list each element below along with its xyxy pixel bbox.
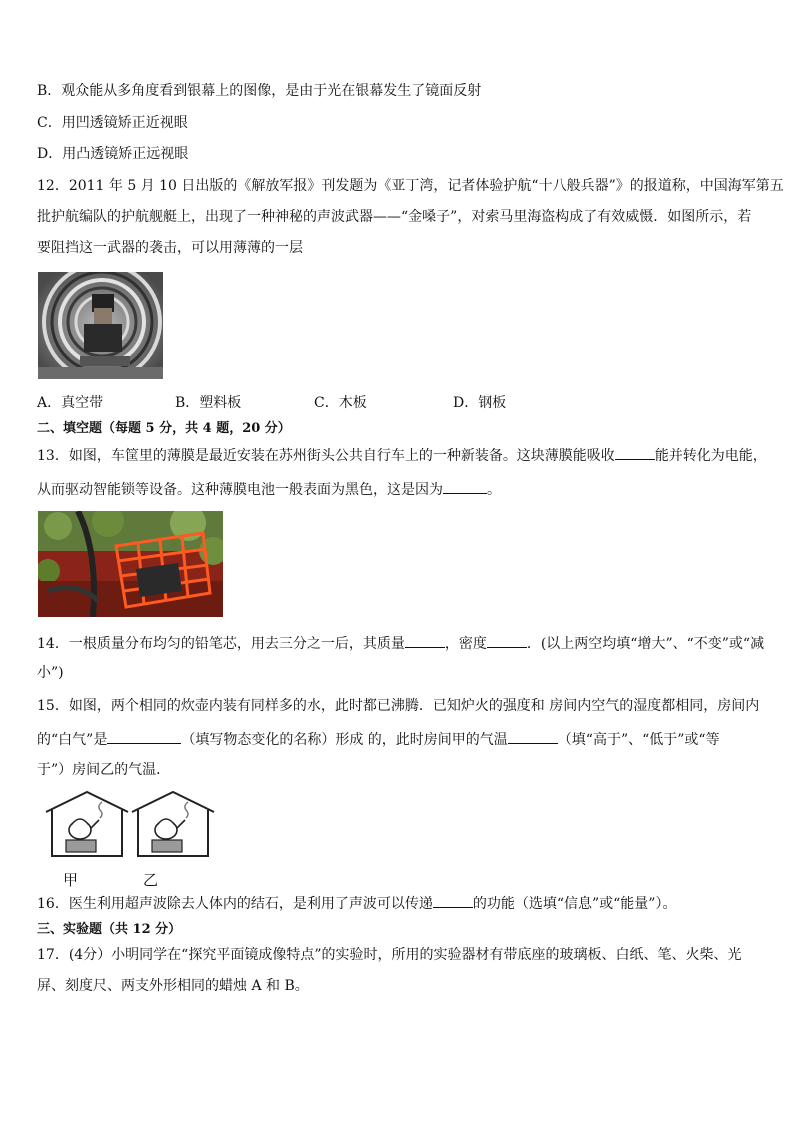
section-experiment-heading: 三、实验题（共 12 分）: [37, 922, 182, 937]
q11-option-b: B．观众能从多角度看到银幕上的图像，是由于光在银幕发生了镜面反射: [37, 83, 482, 99]
q15-text-line3: 于”）房间乙的气温．: [37, 762, 171, 778]
q13-text-part2: 能并转化为电能，: [654, 448, 767, 464]
q13-blank-1[interactable]: [615, 445, 655, 460]
q15-blank-2[interactable]: [508, 729, 558, 744]
q13-text-line1: [37, 445, 767, 466]
q15-blank-1[interactable]: [107, 729, 181, 744]
q15-text-line1: 15．如图，两个相同的炊壶内装有同样多的水，此时都已沸腾．已知炉火的强度和 房间内空气的湿度都相同，房间内: [37, 698, 760, 714]
two-rooms-kettle-diagram: [42, 790, 220, 860]
q13-text-part1: 13．如图，车筐里的薄膜是最近安装在苏州街头公共自行车上的一种新装备。这块薄膜能吸收: [37, 448, 615, 464]
q14-text-line1: [37, 633, 764, 654]
room-yi-label: 乙: [143, 871, 159, 889]
q14-text-part1: 14．一根质量分布均匀的铅笔芯，用去三分之一后，其质量: [37, 636, 405, 652]
q12-option-d: D．钢板: [453, 395, 507, 411]
q16-text-part1: 16．医生利用超声波除去人体内的结石，是利用了声波可以传递: [37, 896, 433, 912]
q14-blank-1[interactable]: [405, 633, 445, 648]
section-fill-in-heading: 二、填空题（每题 5 分，共 4 题，20 分）: [37, 421, 291, 436]
q12-text-line3: 要阻挡这一武器的袭击，可以用薄薄的一层: [37, 240, 303, 256]
q14-blank-2[interactable]: [487, 633, 527, 648]
q17-text-line1: 17．(4分）小明同学在“探究平面镜成像特点”的实验时，所用的实验器材有带底座的玻璃板、白纸、笔、火柴、光: [37, 947, 742, 963]
q15-text-part1: 的“白气”是: [37, 732, 108, 748]
q14-text-part2: ，密度: [444, 636, 487, 652]
q11-option-d: D．用凸透镜矫正远视眼: [37, 146, 189, 162]
q14-text-part3: ．(以上两空均填“增大”、“不变”或“减: [526, 636, 765, 652]
q14-text-line2: 小”): [37, 665, 64, 681]
q16-text: [37, 893, 676, 914]
q12-option-a: A．真空带: [37, 395, 104, 411]
q15-text-line2: [37, 729, 720, 750]
q12-option-b: B．塑料板: [175, 395, 242, 411]
q12-option-c: C．木板: [314, 395, 367, 411]
q16-blank[interactable]: [433, 893, 473, 908]
room-jia-label: 甲: [63, 871, 79, 889]
q17-text-line2: 屏、刻度尺、两支外形相同的蜡烛 A 和 B。: [37, 978, 309, 994]
bicycle-basket-image: [38, 511, 223, 617]
q13-text-part3: 从而驱动智能锁等设备。这种薄膜电池一般表面为黑色，这是因为: [37, 482, 443, 498]
sonic-weapon-image: [38, 272, 163, 379]
q16-text-part2: 的功能（选填“信息”或“能量”）。: [472, 896, 677, 912]
q12-text-line2: 批护航编队的护航舰艇上，出现了一种神秘的声波武器——“金嗓子”，对索马里海盗构成了有效威慑．如图所示，若: [37, 209, 752, 225]
q15-text-part3: （填“高于”、“低于”或“等: [557, 732, 720, 748]
q13-text-line2: [37, 479, 501, 500]
q15-text-part2: （填写物态变化的名称）形成 的，此时房间甲的气温: [181, 732, 508, 748]
q13-blank-2[interactable]: [443, 479, 487, 494]
q12-text-line1: 12．2011 年 5 月 10 日出版的《解放军报》刊发题为《亚丁湾，记者体验护航“十八般兵器”》的报道称，中国海军第五: [37, 178, 784, 194]
q11-option-c: C．用凹透镜矫正近视眼: [37, 115, 188, 131]
q13-text-part4: 。: [487, 482, 501, 498]
